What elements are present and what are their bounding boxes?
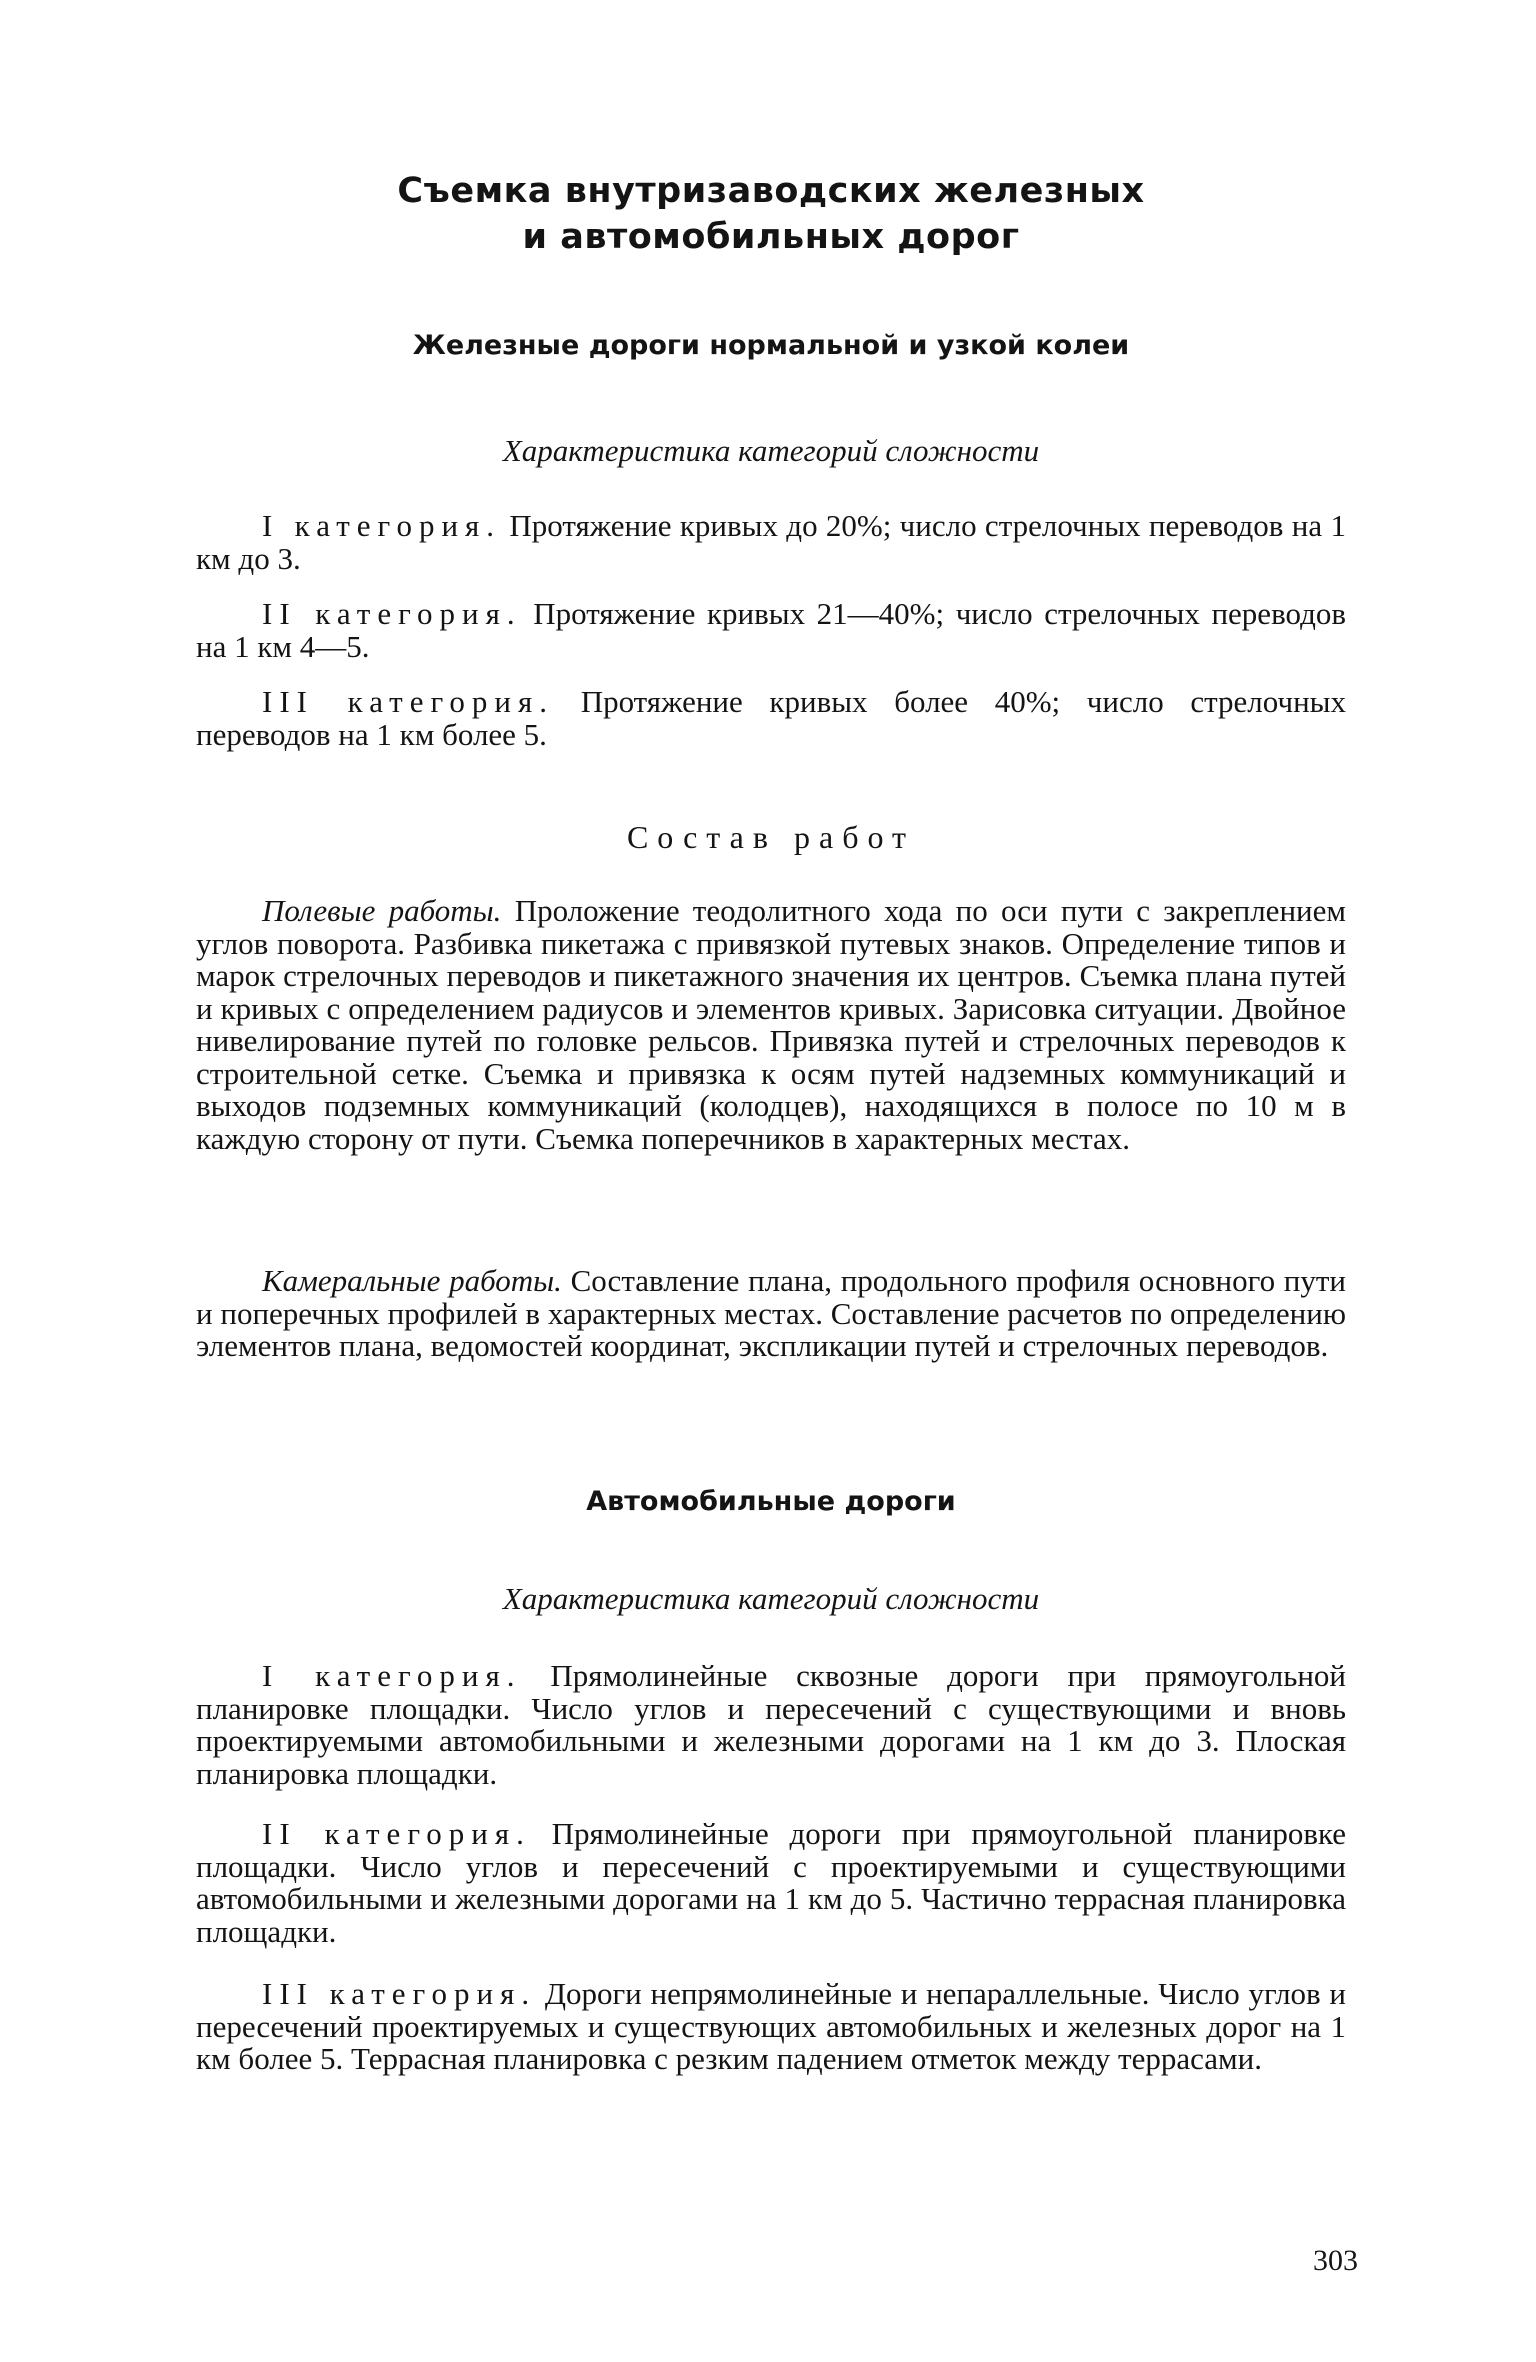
- office-works-label: Камеральные работы.: [262, 1263, 562, 1298]
- category-text: Дороги непрямолинейные и непараллельные. Число углов и пересечений проектируемых и существующих автомобильных и железных дорог на 1 км более 5. Террасная планировка с резким падением отметок между террасами.: [196, 1976, 1347, 2076]
- roads-category-1: [196, 1660, 1346, 1790]
- page-number: 303: [1313, 2244, 1358, 2277]
- roads-categories-heading: Характеристика категорий сложности: [502, 1581, 1040, 1616]
- railway-category-2: [196, 598, 1346, 663]
- railway-category-3: [196, 686, 1346, 751]
- page-title: [196, 168, 1346, 260]
- category-label: I категория.: [262, 508, 502, 543]
- category-label: II категория.: [262, 596, 522, 631]
- category-text: Прямолинейные дороги при прямоугольной планировке площадки. Число углов и пересечений с проектируемыми и существующими автомобильными и железными дорогами на 1 км до 5. Частично террасная планировка площадки.: [196, 1816, 1346, 1949]
- roads-category-2: [196, 1818, 1346, 1948]
- railway-categories-heading: Характеристика категорий сложности: [502, 433, 1040, 468]
- works-heading: Состав работ: [626, 819, 916, 855]
- category-label: I категория.: [262, 1658, 522, 1693]
- roads-category-3: [196, 1978, 1346, 2076]
- category-text: Протяжение кривых более 40%; число стрелочных переводов на 1 км более 5.: [196, 684, 1346, 752]
- field-works-paragraph: [196, 895, 1346, 1155]
- category-label: III категория.: [262, 1976, 537, 2011]
- category-text: Протяжение кривых 21—40%; число стрелочных переводов на 1 км 4—5.: [196, 596, 1347, 664]
- category-label: II категория.: [262, 1816, 531, 1851]
- field-works-text: Проложение теодолитного хода по оси пути с закреплением углов поворота. Разбивка пикетажа с привязкой путевых знаков. Определение типов и марок стрелочных переводов и пикетажного значения их центров. Съемка плана путей и кривых с определением радиусов и элементов кривых. Зарисовка ситуации. Двойное нивелирование путей по головке рельсов. Привязка путей и стрелочных переводов к строительной сетке. Съемка и привязка к осям путей надземных коммуникаций и выходов подземных коммуникаций (колодцев), находящихся в полосе по 10 м в каждую сторону от пути. Съемка поперечников в характерных местах.: [196, 893, 1346, 1156]
- category-text: Прямолинейные сквозные дороги при прямоугольной планировке площадки. Число углов и пересечений с существующими и вновь проектируемыми автомобильными и железными дорогами на 1 км до 3. Плоская планировка площадки.: [196, 1658, 1347, 1791]
- field-works-label: Полевые работы.: [262, 893, 502, 928]
- category-label: III категория.: [262, 684, 555, 719]
- office-works-text: Составление плана, продольного профиля основного пути и поперечных профилей в характерных местах. Составление расчетов по определению элементов плана, ведомостей координат, экспликации путей и стрелочных переводов.: [196, 1263, 1347, 1363]
- railway-heading: Железные дороги нормальной и узкой колеи: [412, 330, 1130, 361]
- title-line-1: Съемка внутризаводских железных: [397, 171, 1145, 211]
- category-text: Протяжение кривых до 20%; число стрелочных переводов на 1 км до 3.: [196, 508, 1346, 576]
- railway-category-1: [196, 510, 1346, 575]
- roads-heading: Автомобильные дороги: [586, 1486, 956, 1517]
- office-works-paragraph: [196, 1265, 1346, 1363]
- title-line-2: и автомобильных дорог: [522, 217, 1020, 257]
